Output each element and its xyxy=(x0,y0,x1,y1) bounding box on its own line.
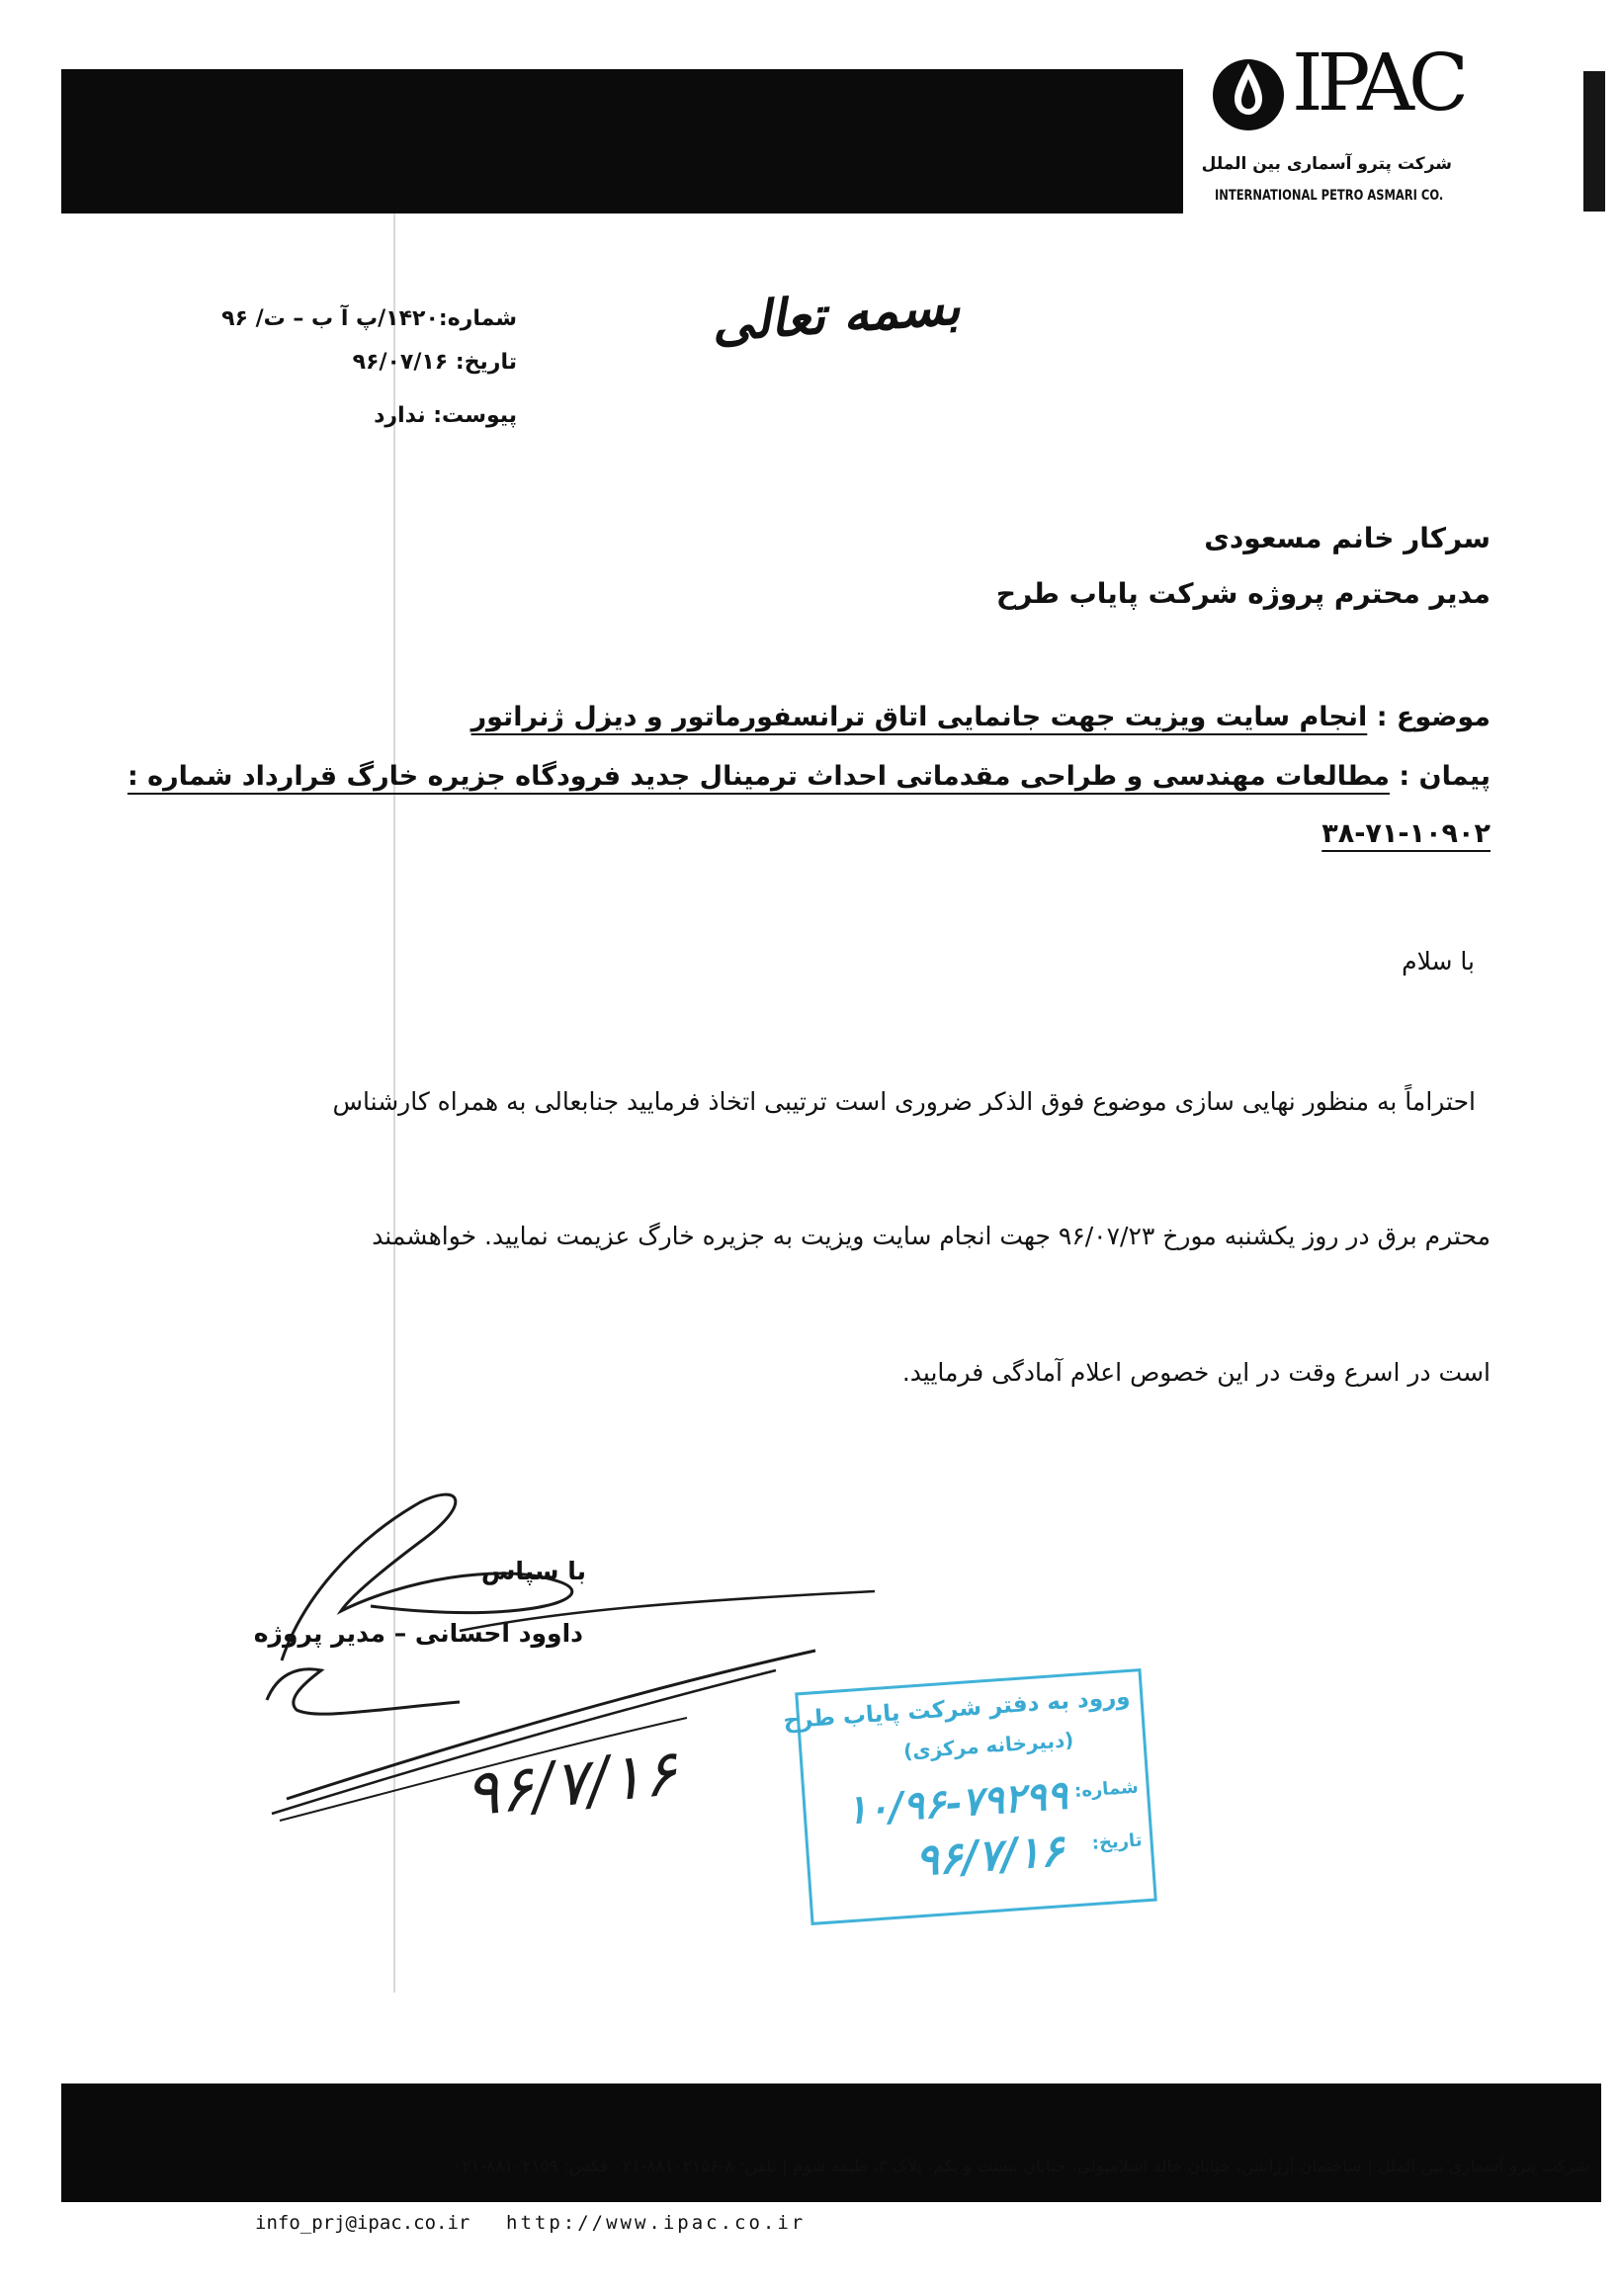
receipt-stamp xyxy=(782,1668,1157,1925)
subject-label: موضوع : xyxy=(1376,702,1491,732)
letter-attachment: پیوست: ندارد xyxy=(374,403,517,428)
header-edge-strip xyxy=(1583,71,1605,212)
footer-address: شرکت پترو آسماری بین الملل | ساختمان آرژانتین، خیابان خالد اسلامبولی، خیابان بیست و یکم، پلاک ۳، طبقه سوم | تلفن: ۸-۸۸۱۰۲۱۵۶-۰۲۱ فکس: ۸۸۱۰۲۱۵۹-۰۲۱ xyxy=(453,2157,1589,2176)
footer-email[interactable]: info_prj@ipac.co.ir xyxy=(255,2212,470,2234)
footer-black-bar xyxy=(61,2083,1601,2202)
contract-text: مطالعات مهندسی و طراحی مقدماتی احداث ترمینال جدید فرودگاه جزیره خارگ قرارداد شماره : xyxy=(127,761,1390,792)
contract-line xyxy=(128,761,1491,792)
stamp-date: ۹۶/۷/۱۶ xyxy=(913,1826,1065,1887)
body-paragraph-line-1: احتراماً به منظور نهایی سازی موضوع فوق الذکر ضروری است ترتیبی اتخاذ فرمایید جنابعالی به همراه کارشناس xyxy=(332,1087,1476,1116)
closing-thanks: با سپاس xyxy=(480,1557,586,1585)
body-paragraph-line-2: محترم برق در روز یکشنبه مورخ ۹۶/۰۷/۲۳ جهت انجام سایت ویزیت به جزیره خارگ عزیمت نمایید. خواهشمند xyxy=(372,1222,1491,1250)
stamp-subtitle: (دبیرخانه مرکزی) xyxy=(902,1728,1075,1763)
contract-label: پیمان : xyxy=(1399,761,1491,792)
header-black-bar xyxy=(61,69,1183,213)
body-paragraph-line-3: است در اسرع وقت در این خصوص اعلام آمادگی فرمایید. xyxy=(901,1358,1491,1387)
subject-line xyxy=(471,702,1491,732)
recipient-name: سرکار خانم مسعودی xyxy=(1204,522,1491,554)
stamp-date-label: تاریخ: xyxy=(1091,1829,1144,1854)
stamp-title: ورود به دفتر شرکت پایاب طرح xyxy=(782,1683,1132,1735)
letter-date: تاریخ: ۹۶/۰۷/۱۶ xyxy=(352,350,517,375)
company-logo xyxy=(1201,37,1468,227)
contract-number: ۳۸-۷۱-۱۰۹۰۲ xyxy=(1321,818,1491,849)
stamp-number-label: شماره: xyxy=(1073,1776,1140,1803)
recipient-title: مدیر محترم پروژه شرکت پایاب طرح xyxy=(995,577,1491,610)
footer-website[interactable]: http://www.ipac.co.ir xyxy=(506,2212,807,2234)
company-name-fa: شرکت پترو آسماری بین الملل xyxy=(1201,154,1452,174)
letter-number: شماره:۱۴۲۰/پ آ ب – ت/ ۹۶ xyxy=(221,306,517,331)
basmala-heading: بسمه تعالی xyxy=(710,276,963,354)
logo-wordmark: IPAC xyxy=(1292,37,1464,128)
oil-drop-icon xyxy=(1211,45,1286,136)
contract-number-line xyxy=(1321,818,1491,849)
subject-text: انجام سایت ویزیت جهت جانمایی اتاق ترانسفورماتور و دیزل ژنراتور xyxy=(470,702,1368,732)
stamp-number: ۱۰/۹۶-۷۹۲۹۹ xyxy=(844,1771,1069,1834)
company-name-en: INTERNATIONAL PETRO ASMARI CO. xyxy=(1215,188,1444,204)
greeting: با سلام xyxy=(1402,947,1475,976)
handwritten-date: ۹۶/۷/۱۶ xyxy=(461,1736,681,1832)
signer-name: داوود احسانی – مدیر پروژه xyxy=(253,1619,583,1648)
